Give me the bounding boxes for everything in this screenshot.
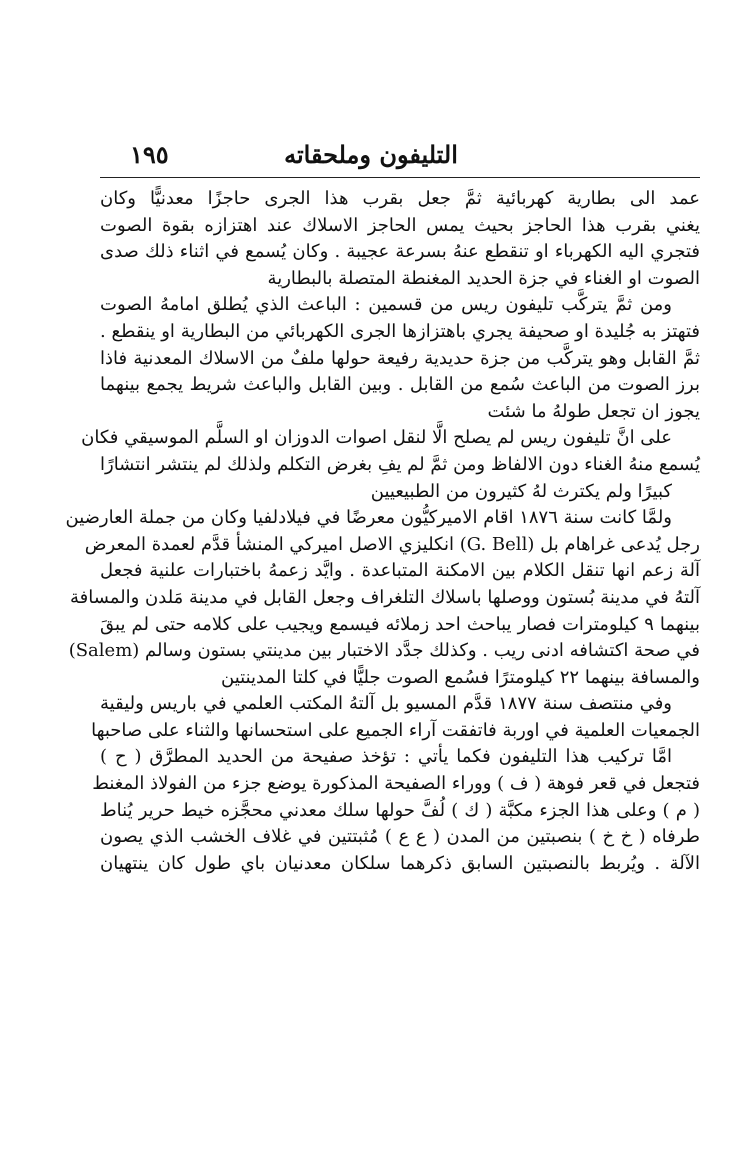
running-title: التليفون وملحقاته [284, 140, 458, 169]
text-line: الآلة . ويُربط بالنصبتين السابق ذكرهما سلكان معدنيان باي طول كان ينتهيان [100, 852, 700, 874]
text-line: الجمعيات العلمية في اوربة فاتفقت آراء الجميع على استحسانها والثناء على صاحبها [91, 719, 700, 741]
text-line: آلة زعم انها تنقل الكلام بين الامكنة المتباعدة . وايَّد زعمهُ باختبارات علنية فجعل [100, 560, 700, 582]
page-header [0, 140, 742, 180]
text-line: يجوز ان تجعل طولهُ ما شئت [487, 400, 700, 422]
text-line: الصوت او الغناء في جزة الحديد المغنطة المتصلة بالبطارية [267, 267, 700, 289]
text-line: آلتهُ في مدينة بُستون ووصلها باسلاك التلغراف وجعل القابل في مدينة مَلدن والمسافة [69, 586, 700, 608]
text-line: برز الصوت من الباعث سُمع من القابل . وبين القابل والباعث شريط يجمع بينهما [100, 374, 700, 396]
text-line: فتجعل في قعر فوهة ( ف ) ووراء الصفيحة المذكورة يوضع جزء من الفولاذ المغنط [92, 773, 700, 795]
text-line: ومن ثمَّ يتركَّب تليفون ريس من قسمين : الباعث الذي يُطلق امامهُ الصوت [100, 294, 672, 316]
text-line: يُسمع منهُ الغناء دون الالفاظ ومن ثمَّ لم يفِ بغرض التكلم ولذلك لم ينتشر انتشارًا [100, 453, 700, 475]
text-line: فتهتز به جُليدة او صحيفة يجري باهتزازها الجرى الكهربائي من البطارية او ينقطع . [100, 320, 700, 342]
text-line: كبيرًا ولم يكترث لهُ كثيرون من الطبيعيين [370, 480, 672, 502]
body-text [65, 186, 700, 877]
text-line: بينهما ٩ كيلومترات فصار يباحث احد زملائه فيسمع ويجيب على كلامه حتى لم يبقَ [100, 613, 700, 635]
text-line: على انَّ تليفون ريس لم يصلح الَّا لنقل اصوات الدوزان او السلَّم الموسيقي فكان [81, 427, 672, 449]
text-line: عمد الى بطارية كهربائية ثمَّ جعل بقرب هذا الجرى حاجزًا معدنيًّا وكان [100, 188, 700, 209]
header-rule [100, 177, 700, 178]
text-line: ولمَّا كانت سنة ١٨٧٦ اقام الاميركيُّون معرضًا في فيلادلفيا وكان من جملة العارضين [65, 507, 672, 529]
text-line: والمسافة بينهما ٢٢ كيلومترًا فسُمع الصوت جليًّا في كلتا المدينتين [221, 666, 700, 688]
text-line: رجل يُدعى غراهام بل (G. Bell) انكليزي الاصل اميركي المنشأ قدَّم لعمدة المعرض [84, 533, 700, 555]
text-line: يغني بقرب هذا الحاجز بحيث يمس الحاجز الاسلاك عند اهتزازه بقوة الصوت [100, 214, 700, 236]
text-line: في صحة اكتشافه ادنى ريب . وكذلك جدَّد الاختبار بين مدينتي بستون وسالم (Salem) [68, 640, 700, 662]
text-line: وفي منتصف سنة ١٨٧٧ قدَّم المسيو بل آلتهُ المكتب العلمي في باريس وليقية [100, 693, 672, 715]
text-line: ثمَّ القابل وهو يتركَّب من جزة حديدية رفيعة حولها ملفٌ من الاسلاك المعدنية فاذا [100, 347, 700, 369]
text-line: امَّا تركيب هذا التليفون فكما يأتي : تؤخذ صفيحة من الحديد المطرَّق ( ح ) [100, 746, 672, 768]
page-number: ١٩٥ [130, 140, 169, 169]
text-line: فتجري اليه الكهرباء او تنقطع عنهُ بسرعة عجيبة . وكان يُسمع في اثناء ذلك صدى [100, 241, 700, 263]
text-line: ( م ) وعلى هذا الجزء مكبَّة ( ك ) لُفَّ حولها سلك معدني محجَّزه خيط حرير يُناط [100, 799, 700, 821]
text-line: طرفاه ( خ خ ) بنصبتين من المدن ( ع ع ) مُثبتتين في غلاف الخشب الذي يصون [100, 826, 700, 848]
